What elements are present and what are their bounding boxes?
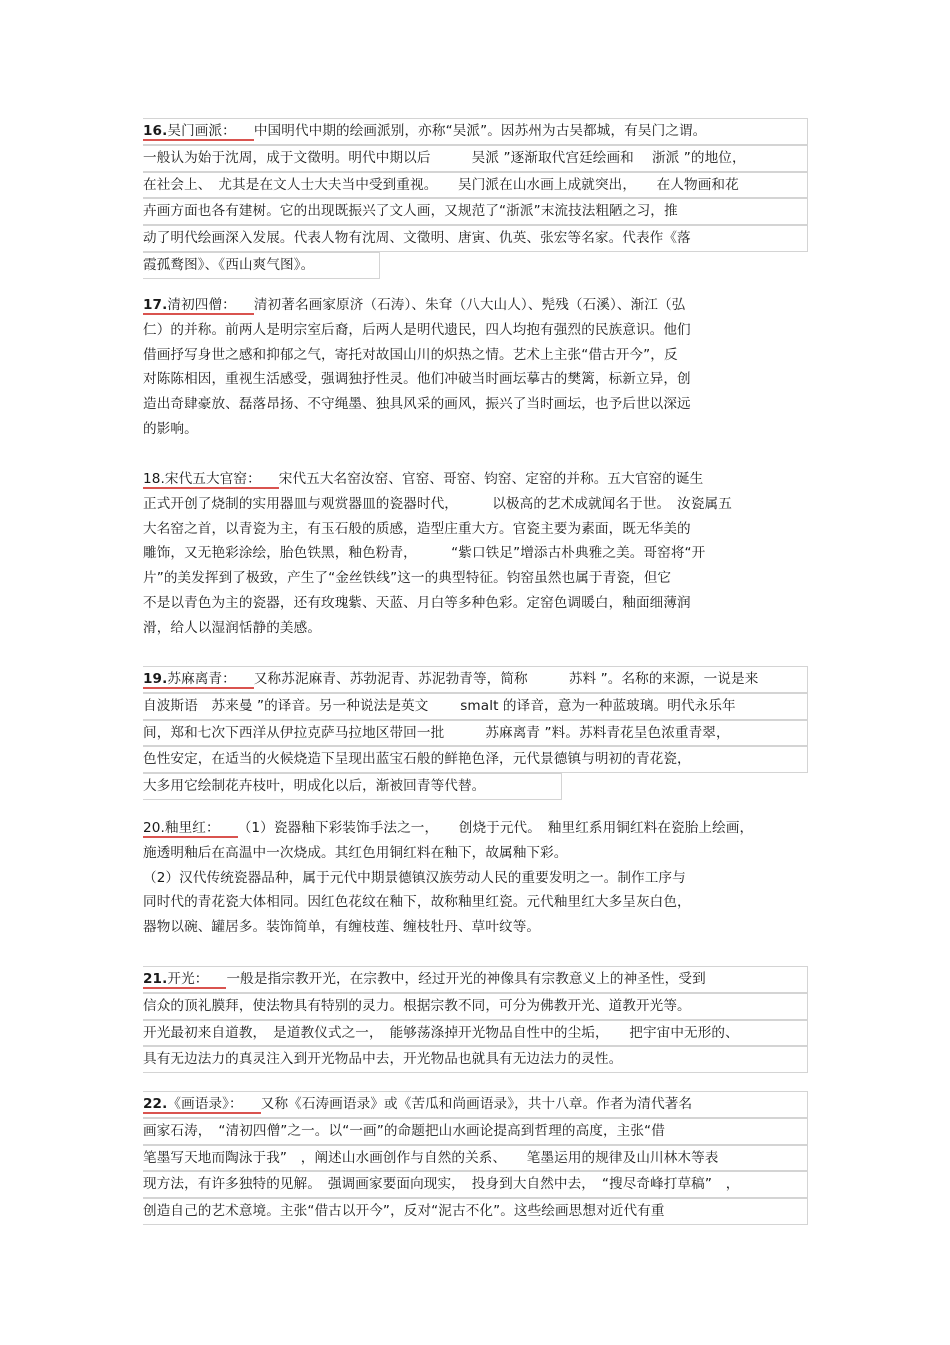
entry-line: 开光最初来自道教， 是道教仪式之一， 能够荡涤掉开光物品自性中的尘垢， 把宇宙中无形的、	[143, 1020, 808, 1047]
entry-heading	[143, 1092, 261, 1117]
entry-line: 间，郑和七次下西洋从伊拉克萨马拉地区带回一批 苏麻离青 ”料。苏料青花呈色浓重青翠，	[143, 720, 808, 747]
entry-heading	[143, 816, 238, 841]
entry-heading	[143, 293, 254, 318]
entry-line: 仁）的并称。前两人是明宗室后裔，后两人是明代遗民，四人均抱有强烈的民族意识。他们	[143, 321, 691, 338]
entry-heading	[143, 967, 226, 992]
entry-line: 不是以青色为主的瓷器，还有玫瑰紫、天蓝、月白等多种色彩。定窑色调暖白，釉面细薄润	[143, 594, 691, 611]
entry-number: 18.	[143, 471, 165, 487]
entry-line: 霞孤鹜图》、《西山爽气图》。	[143, 252, 380, 279]
entry-line: 卉画方面也各有建树。它的出现既振兴了文人画，又规范了“浙派”末流技法粗陋之习，推	[143, 198, 808, 225]
entry-18	[143, 467, 808, 641]
entry-term: 苏麻离青：	[167, 671, 236, 687]
entry-line: 动了明代绘画深入发展。代表人物有沈周、文徵明、唐寅、仇英、张宏等名家。代表作《落	[143, 225, 808, 252]
entry-line: 大多用它绘制花卉枝叶，明成化以后，渐被回青等代替。	[143, 773, 562, 800]
entry-term: 开光：	[167, 971, 209, 987]
entry-term: 清初四僧：	[167, 297, 236, 313]
entry-22	[143, 1091, 808, 1225]
entry-line: 在社会上、 尤其是在文人士大夫当中受到重视。 吴门派在山水画上成就突出， 在人物画和花	[143, 172, 808, 199]
entry-line	[143, 467, 808, 492]
entry-line: 自波斯语 苏来曼 ”的译音。另一种说法是英文 smalt 的译音，意为一种蓝玻璃。明代永乐年	[143, 693, 808, 720]
entry-line	[143, 118, 808, 145]
entry-line: 对陈陈相因，重视生活感受，强调独抒性灵。他们冲破当时画坛摹古的樊篱，标新立异，创	[143, 371, 691, 388]
entry-line: 正式开创了烧制的实用器皿与观赏器皿的瓷器时代， 以极高的艺术成就闻名于世。 汝瓷属五	[143, 495, 732, 512]
entry-line: 片”的美发挥到了极致，产生了“金丝铁线”这一的典型特征。钧窑虽然也属于青瓷，但它	[143, 570, 672, 587]
entry-line	[143, 966, 808, 993]
entry-text: 中国明代中期的绘画派别，亦称“吴派”。因苏州为古吴都城，有吴门之谓。	[253, 123, 707, 139]
entry-heading	[143, 467, 279, 492]
entry-line: 大名窑之首，以青瓷为主，有玉石般的质感，造型庄重大方。官瓷主要为素面，既无华美的	[143, 520, 691, 537]
entry-line: 施透明釉后在高温中一次烧成。其红色用铜红料在釉下，故属釉下彩。	[143, 844, 568, 861]
entry-line: 具有无边法力的真灵注入到开光物品中去，开光物品也就具有无边法力的灵性。	[143, 1046, 808, 1073]
entry-heading	[143, 119, 254, 144]
entry-term: 宋代五大官窑：	[164, 471, 261, 487]
entry-line: 一般认为始于沈周，成于文徵明。明代中期以后 吴派 ”逐渐取代宫廷绘画和 浙派 ”的地位，	[143, 145, 808, 172]
entry-line: 同时代的青花瓷大体相同。因红色花纹在釉下，故称釉里红瓷。元代釉里红大多呈灰白色，	[143, 894, 691, 911]
entry-line: 现方法，有许多独特的见解。 强调画家要面向现实， 投身到大自然中去， “搜尽奇峰打草稿” ，	[143, 1171, 808, 1198]
entry-line: 笔墨写天地而陶泳于我” ，阐述山水画创作与自然的关系、 笔墨运用的规律及山川林木等表	[143, 1145, 808, 1172]
entry-number: 19.	[143, 671, 168, 687]
entry-17	[143, 293, 808, 442]
entry-line: 雕饰，又无艳彩涂绘，胎色铁黑，釉色粉青， “紫口铁足”增添古朴典雅之美。哥窑将“开	[143, 545, 706, 562]
entry-line: 的影响。	[143, 420, 198, 437]
entry-20	[143, 816, 808, 940]
entry-term: 吴门画派：	[167, 123, 236, 139]
entry-line: 造出奇肆豪放、磊落昂扬、不守绳墨、独具风采的画风，振兴了当时画坛，也予后世以深远	[143, 396, 691, 413]
entry-line: 器物以碗、罐居多。装饰简单，有缠枝莲、缠枝牡丹、草叶纹等。	[143, 919, 541, 936]
entry-line: 滑，给人以湿润恬静的美感。	[143, 619, 322, 636]
entry-line: 色性安定，在适当的火候烧造下呈现出蓝宝石般的鲜艳色泽，元代景德镇与明初的青花瓷，	[143, 746, 808, 773]
entry-heading	[143, 667, 254, 692]
entry-number: 20.	[143, 820, 165, 836]
entry-16	[143, 118, 808, 279]
entry-term: 釉里红：	[164, 820, 220, 836]
entry-text: 宋代五大名窑汝窑、官窑、哥窑、钧窑、定窑的并称。五大官窑的诞生	[278, 471, 704, 487]
entry-number: 17.	[143, 297, 168, 313]
entry-number: 22.	[143, 1096, 168, 1112]
entry-line: 借画抒写身世之感和抑郁之气，寄托对故国山川的炽热之情。艺术上主张“借古开今”，反	[143, 346, 678, 363]
entry-number: 16.	[143, 123, 168, 139]
entry-line: （2）汉代传统瓷器品种，属于元代中期景德镇汉族劳动人民的重要发明之一。制作工序与	[143, 869, 686, 886]
entry-line	[143, 1091, 808, 1118]
entry-number: 21.	[143, 971, 168, 987]
entry-line	[143, 666, 808, 693]
entry-line	[143, 293, 808, 318]
entry-line	[143, 816, 808, 841]
entry-21	[143, 966, 808, 1073]
entry-19	[143, 666, 808, 800]
entry-line: 创造自己的艺术意境。主张“借古以开今”，反对“泥古不化”。这些绘画思想对近代有重	[143, 1198, 808, 1225]
entry-text: 清初著名画家原济（石涛）、朱耷（八大山人）、髡残（石溪）、渐江（弘	[253, 297, 686, 313]
entry-text: （1）瓷器釉下彩装饰手法之一， 创烧于元代。 釉里红系用铜红料在瓷胎上绘画，	[237, 820, 754, 836]
entry-text: 又称苏泥麻青、苏勃泥青、苏泥勃青等，简称 苏料 ”。名称的来源，一说是来	[253, 671, 759, 687]
entry-line: 信众的顶礼膜拜，使法物具有特别的灵力。根据宗教不同，可分为佛教开光、道教开光等。	[143, 993, 808, 1020]
entry-text: 又称《石涛画语录》或《苦瓜和尚画语录》，共十八章。作者为清代著名	[260, 1096, 693, 1112]
entry-term: 《画语录》：	[167, 1096, 243, 1112]
entry-line: 画家石涛， “清初四僧”之一。以“一画”的命题把山水画论提高到哲理的高度，主张“借	[143, 1118, 808, 1145]
entry-text: 一般是指宗教开光，在宗教中，经过开光的神像具有宗教意义上的神圣性，受到	[226, 971, 706, 987]
